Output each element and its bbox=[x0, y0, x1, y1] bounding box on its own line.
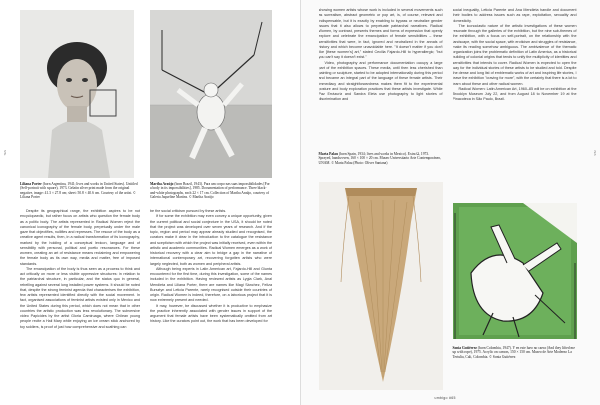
paragraph: If for some the exhibition may even convey a unique opportunity, given the current political and social conjecture in the USA, it should be noted that the project was developed over seven years of research. And if the topic, region and period may appear already studied and recognised, the curators make it clear in the introduction to the catalogue the resistance and scepticism with which the project was initially received, even within the artistic and academic communities. Radical Women emerges as a work of historical recovery with a clear aim to bridge a gap in the narrative of international contemporary art, recovering forgotten artists who were largely neglected, both as women and peripheral artists. bbox=[150, 214, 272, 266]
caption-gutierrez-name: Sonia Gutiérrez bbox=[452, 346, 477, 350]
caption-palau bbox=[319, 152, 443, 165]
paragraph: be the social criticism pursued by these artists. bbox=[150, 209, 227, 213]
paragraph: The iconoclastic nature of the artistic investigations of these women resonate through the galleries of the exhibition, but the nine sub-themes of the exhibition, with a focus on self-portrait, on the relationship with the landscape, with the social space, with eroticism and struggles of resistance, make its reading somehow ambiguous. The ambivalence of the thematic organization joins the problematic definition of Latin America, as a historical building of colonial origins that tends to unify the multiplicity of identities and sensitivities that intends to cover. Radical Women is expected to open the way for the individual stories of these artists to be studied and told. Despite the dense and long list of emblematic works of art and inspiring life stories, I leave the exhibition "craving for more", with the certainty that there is a lot to learn about these and other radical women. bbox=[452, 23, 577, 86]
caption-porter-text: (born Argentina, 1941; lives and works in United States). Untitled (Self-portrait with square), 1973. Gelatin silver print made from the original negative, image: 41.3 × 27.8 cm; sheet: 50.8 × 40.6 cm. Courtesy of the artist. © Liliana Porter bbox=[20, 182, 138, 199]
right-body-column-2 bbox=[453, 8, 577, 192]
caption-araujo-text: (born Brazil, 1943). Para um corpo nas suas impossibilidades [For a body in its impossibilities], 1985. Documentation of performance. Three black-and-white photographs, each 22 × 17 cm. Collection of Martha Araújo, courtesy of Galeria Jaqueline Martins. © Martha Araújo bbox=[150, 182, 270, 199]
photo-palau-weaving bbox=[319, 182, 443, 390]
paragraph: Despite its geographical range, the exhibition aspires to be not encyclopaedic, but rather focus on artists who question the female body as a politic body. The artists represented in Radical Women reject the canonical iconography of the female body, perpetually under the male gaze that objectifies, nullifies and represses. The rescue of the body as a creative agent results, then, in a radical transformation of its iconography, marked by the holding of a conceptual lexicon, language and of sensibility with personal, political and poetic resonances. For these women, creating an art of resistance means reclaiming and empowering the female body as its own way, media and matter, free of imposed standards. bbox=[20, 209, 140, 266]
left-body-column-2 bbox=[150, 209, 272, 401]
page-footer: umbigo #65 bbox=[434, 396, 456, 400]
caption-porter bbox=[20, 182, 138, 199]
photo-porter-self-portrait bbox=[20, 10, 134, 178]
paragraph: The emancipation of the body is thus seen as a process to think and act critically on more or less visible oppressive structures: in relation to the patriarchal structure, in particular, and the status quo in general, rebelling against several long installed power systems. It should be noted that, despite the strong feminist agenda that characterises the exhibition, few artists represented identified directly with the social movement. In fact, organised associations of feminist artists existed only in Mexico and the United States during this period, which does not mean that in other countries the artistic production was less revolutionary. The subversive video Papicides by the artist Gloria Camiruaga, where Chilean young people recite a Hail Mary while enjoying an ice cream stick anchored by toy soldiers, is proof of just how comprehensive and scathing can bbox=[20, 266, 140, 329]
caption-palau-text: (born Spain, 1934; lives and works in Mexico). Extra Ω, 1973. Sprayed, handwoven, 160 × 100 × 20 cm. Museo Universitario Arte Contemporáneo, UNAM. © Marta Palau (Photo: Oliver Santana) bbox=[318, 152, 442, 165]
right-folio: 7ES bbox=[593, 150, 597, 156]
paragraph: showing women artists whose work is included in several movements such as surrealism, abstract geometric or pop art, is, of course, relevant and indispensable, but it is exactly by enabling to bypass or neutralize gender issues that it also allows to perpetuate patriarchal narratives. Radical Women, by contrast, presents themes and forms of expression that openly explore and celebrate the emancipation of female sensibilities – these sensitivities that were, in fact, ignored and neutralized in the annals of history and which become unavoidable here. "It doesn't matter if you don't like [these women's] art," stated Cecilia Fajardo-Hill to hyperallergic; "but you can't say it doesn't exist." bbox=[318, 8, 443, 60]
paragraph: Although being experts in Latin American art, Fajardo-Hill and Giunta encountered for the first time, during this investigation, some of the names included in the exhibition. Having reviewed artists as Lygia Clark, Anal Mendieta and Liliana Porter, there are names like Magi Sánchez, Feliza Bursztyn and Leticia Parente, rarely recognised outside their countries of origin. Radical Women is indeed, therefore, on a laborious project that it is now extremely present and needed. bbox=[150, 266, 272, 303]
paragraph: social inequality, Leticia Parente and Ana Mendieta handle and document their bodies to address issues such as rape, exploitation, sexuality and domesticity. bbox=[452, 8, 577, 23]
photo-gutierrez-painting bbox=[453, 203, 577, 339]
caption-gutierrez-text: (born Colombia, 1947). Y en este lueo no caera (And they lifted me up with rope), 1975. Acrylic on canvas, 150 × 150 cm. Museo de Arte Moderno La Tertulia, Cali, Colombia. © Sonia Gutiérrez bbox=[452, 346, 575, 359]
paragraph: It may, however, be discussed whether it is productive to emphasize the practice inherently associated with gender issues in support of the argument that female artists have been systematically omitted from art history. Like the curators point out, the work that has been developed for bbox=[150, 303, 272, 324]
caption-araujo bbox=[150, 182, 272, 199]
right-page bbox=[301, 0, 600, 405]
right-body-column-1 bbox=[319, 8, 443, 148]
caption-porter-name: Liliana Porter bbox=[20, 182, 42, 186]
caption-palau-name: Marta Palau bbox=[318, 152, 338, 156]
paragraph: Radical Women: Latin American Art, 1960–85 will be on exhibition at the Brooklyn Museum July 22, and from August 18 to November 19 at the Pinacoteca in São Paulo, Brazil. bbox=[452, 86, 577, 102]
caption-gutierrez bbox=[453, 346, 577, 359]
left-body-column-1 bbox=[20, 209, 140, 401]
left-folio: 7ES bbox=[3, 150, 7, 156]
paragraph: Video, photography and performance documentation occupy a large part of the exhibition spaces. These media, until then less cherished than painting or sculpture, started to be adopted internationally during this period and became an integral part of the language of these female artists. Their immediacy and straightforwardness makes them fit to the experimental posture and body exploration practices that these artists investigate. While Paz Errázuriz and Sandra Eleta use photography to light stories of discrimination and bbox=[318, 60, 443, 102]
caption-araujo-name: Martha Araújo bbox=[150, 182, 174, 186]
photo-araujo-performance bbox=[150, 10, 272, 178]
